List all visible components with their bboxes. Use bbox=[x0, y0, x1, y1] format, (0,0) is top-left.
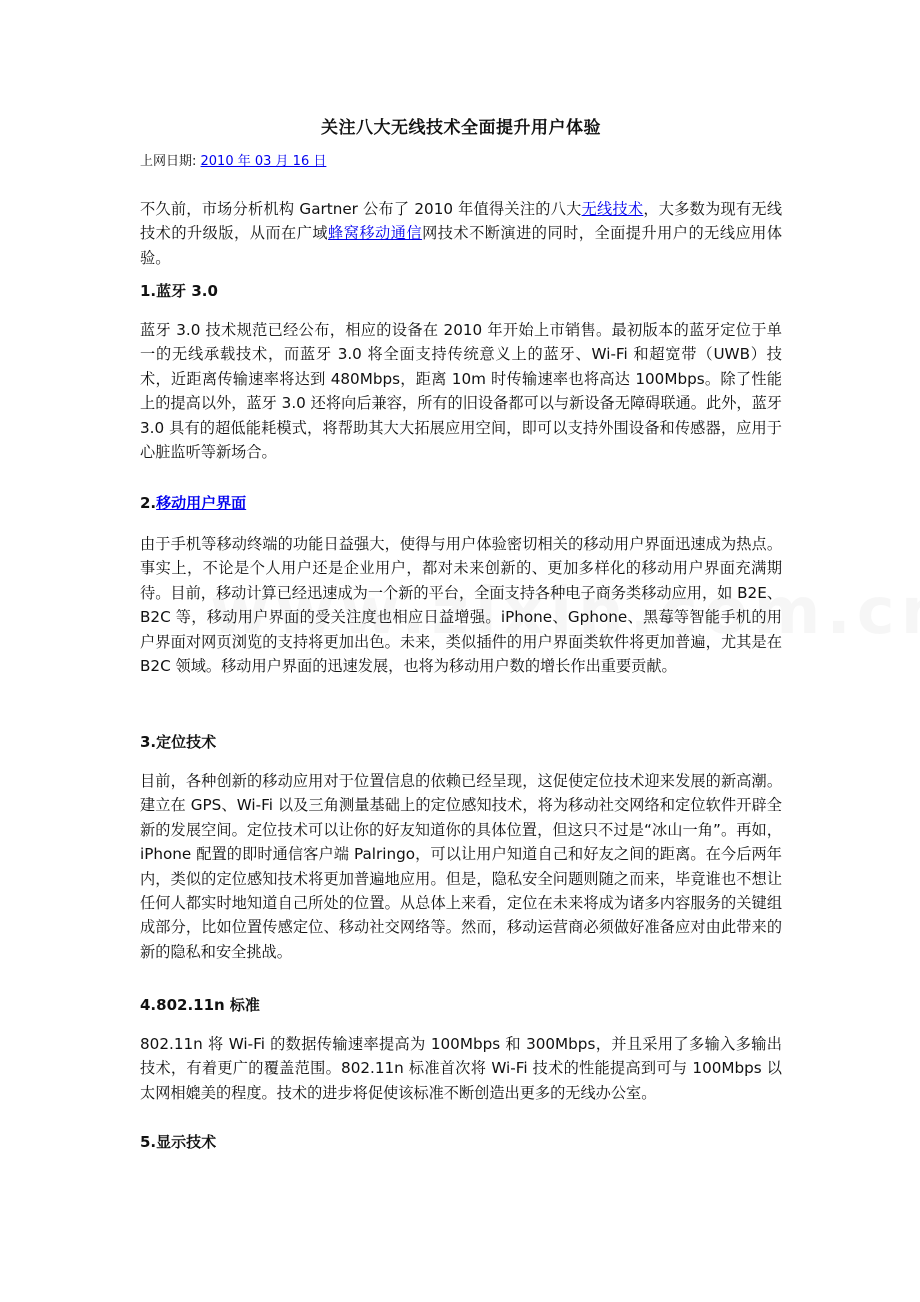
page-title: 关注八大无线技术全面提升用户体验 bbox=[321, 118, 601, 138]
section-heading-mobile-ui bbox=[140, 492, 246, 513]
intro-text-2: ，大多数为现有无线技术的升级版，从而在广域 bbox=[140, 200, 783, 243]
intro-text-1: 不久前，市场分析机构 Gartner 公布了 2010 年值得关注的八大 bbox=[140, 200, 582, 218]
intro-text-3: 网技术不断演进的同时，全面提升用户的无线应用体验。 bbox=[140, 224, 783, 267]
section-body-bluetooth: 蓝牙 3.0 技术规范已经公布，相应的设备在 2010 年开始上市销售。最初版本的蓝牙定位于单一的无线承载技术，而蓝牙 3.0 将全面支持传统意义上的蓝牙、Wi-Fi 和超宽带（UWB）技术，近距离传输速率将达到 480Mbps，距离 10m 时传输速率也将高达 100Mbps。除了性能上的提高以外，蓝牙 3.0 还将向后兼容，所有的旧设备都可以与新设备无障碍联通。此外，蓝牙 3.0 具有的超低能耗模式，将帮助其大大拓展应用空间，即可以支持外围设备和传感器，应用于心脏监听等新场合。 bbox=[140, 321, 782, 462]
mobile-ui-link[interactable]: 移动用户界面 bbox=[156, 494, 247, 512]
publish-date bbox=[140, 150, 326, 169]
section-body-mobile-ui: 由于手机等移动终端的功能日益强大，使得与用户体验密切相关的移动用户界面迅速成为热点。事实上，不论是个人用户还是企业用户，都对未来创新的、更加多样化的移动用户界面充满期待。目前，移动计算已经迅速成为一个新的平台，全面支持各种电子商务类移动应用，如 B2E、B2C 等，移动用户界面的受关注度也相应日益增强。iPhone、Gphone、黑莓等智能手机的用户界面对网页浏览的支持将更加出色。未来，类似插件的用户界面类软件将更加普遍，尤其是在 B2C 领域。移动用户界面的迅速发展，也将为移动用户数的增长作出重要贡献。 bbox=[140, 535, 783, 676]
date-label: 上网日期: bbox=[140, 154, 201, 169]
section-heading-bluetooth: 1.蓝牙 3.0 bbox=[140, 282, 218, 300]
section-heading-display: 5.显示技术 bbox=[140, 1133, 217, 1151]
cellular-link[interactable]: 蜂窝移动通信 bbox=[328, 224, 423, 243]
section-heading-80211n: 4.802.11n 标准 bbox=[140, 996, 260, 1014]
section-body-location: 目前，各种创新的移动应用对于位置信息的依赖已经呈现，这促使定位技术迎来发展的新高潮。建立在 GPS、Wi-Fi 以及三角测量基础上的定位感知技术，将为移动社交网络和定位软件开辟全新的发展空间。定位技术可以让你的好友知道你的具体位置，但这只不过是“冰山一角”。再如，iPhone 配置的即时通信客户端 Palringo，可以让用户知道自己和好友之间的距离。在今后两年内，类似的定位感知技术将更加普遍地应用。但是，隐私安全问题则随之而来，毕竟谁也不想让任何人都实时地知道自己所处的位置。从总体上来看，定位在未来将成为诸多内容服务的关键组成部分，比如位置传感定位、移动社交网络等。然而，移动运营商必须做好准备应对由此带来的新的隐私和安全挑战。 bbox=[140, 772, 782, 961]
date-link[interactable]: 2010 年 03 月 16 日 bbox=[200, 154, 327, 169]
intro-paragraph bbox=[140, 197, 782, 270]
section-body-80211n: 802.11n 将 Wi-Fi 的数据传输速率提高为 100Mbps 和 300Mbps，并且采用了多输入多输出技术，有着更广的覆盖范围。802.11n 标准首次将 Wi-Fi 技术的性能提高到可与 100Mbps 以太网相媲美的程度。技术的进步将促使该标准不断创造出更多的无线办公室。 bbox=[140, 1035, 782, 1102]
heading-prefix: 2. bbox=[140, 494, 157, 512]
section-heading-location: 3.定位技术 bbox=[140, 733, 217, 751]
wireless-tech-link[interactable]: 无线技术 bbox=[581, 200, 644, 218]
